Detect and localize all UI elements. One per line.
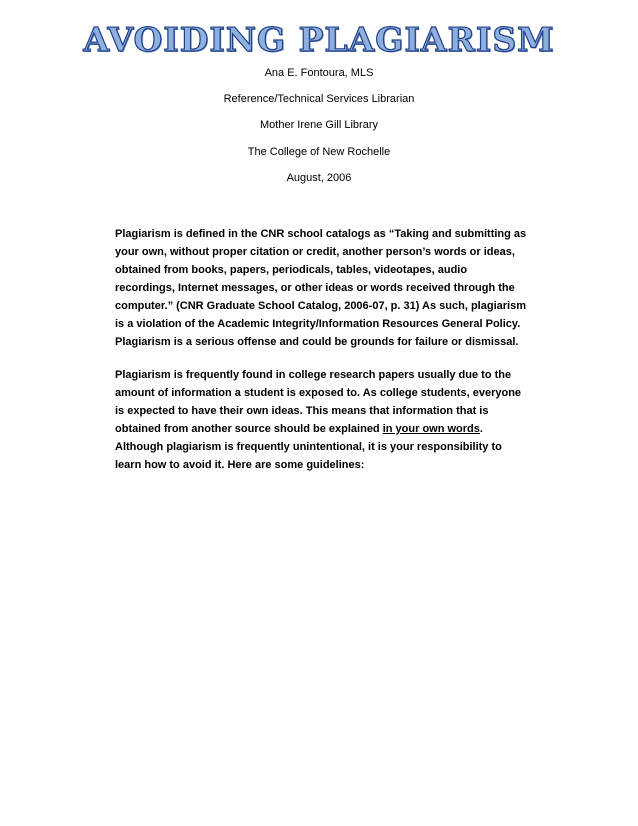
author-position: Reference/Technical Services Librarian xyxy=(223,93,415,105)
document-date: August, 2006 xyxy=(286,172,352,184)
college-name: The College of New Rochelle xyxy=(247,146,391,158)
library-name: Mother Irene Gill Library xyxy=(260,119,378,131)
paragraph-guidelines-part2: . Although plagiarism is frequently unintentional, it is your responsibility to learn how to avoid it. Here are some guidelines: xyxy=(115,423,502,471)
author-name: Ana E. Fontoura, MLS xyxy=(264,67,374,79)
paragraph-guidelines xyxy=(115,366,530,474)
paragraph-guidelines-part1: Plagiarism is frequently found in college research papers usually due to the amount of information a student is exposed to. As college students, everyone is expected to have their own ideas. This means that information that is obtained from another source should be explained xyxy=(115,369,522,435)
paragraph-guidelines-underlined: in your own words xyxy=(382,423,480,435)
paragraph-definition: Plagiarism is defined in the CNR school catalogs as “Taking and submitting as your own, without proper citation or credit, another person’s words or ideas, obtained from books, papers, periodicals, tables, videotapes, audio recordings, Internet messages, or other ideas or words received through the computer.” (CNR Graduate School Catalog, 2006-07, p. 31) As such, plagiarism is a violation of the Academic Integrity/Information Resources General Policy. Plagiarism is a serious offense and could be grounds for failure or dismissal. xyxy=(115,228,527,348)
document-title: AVOIDING PLAGIARISM xyxy=(83,20,555,59)
